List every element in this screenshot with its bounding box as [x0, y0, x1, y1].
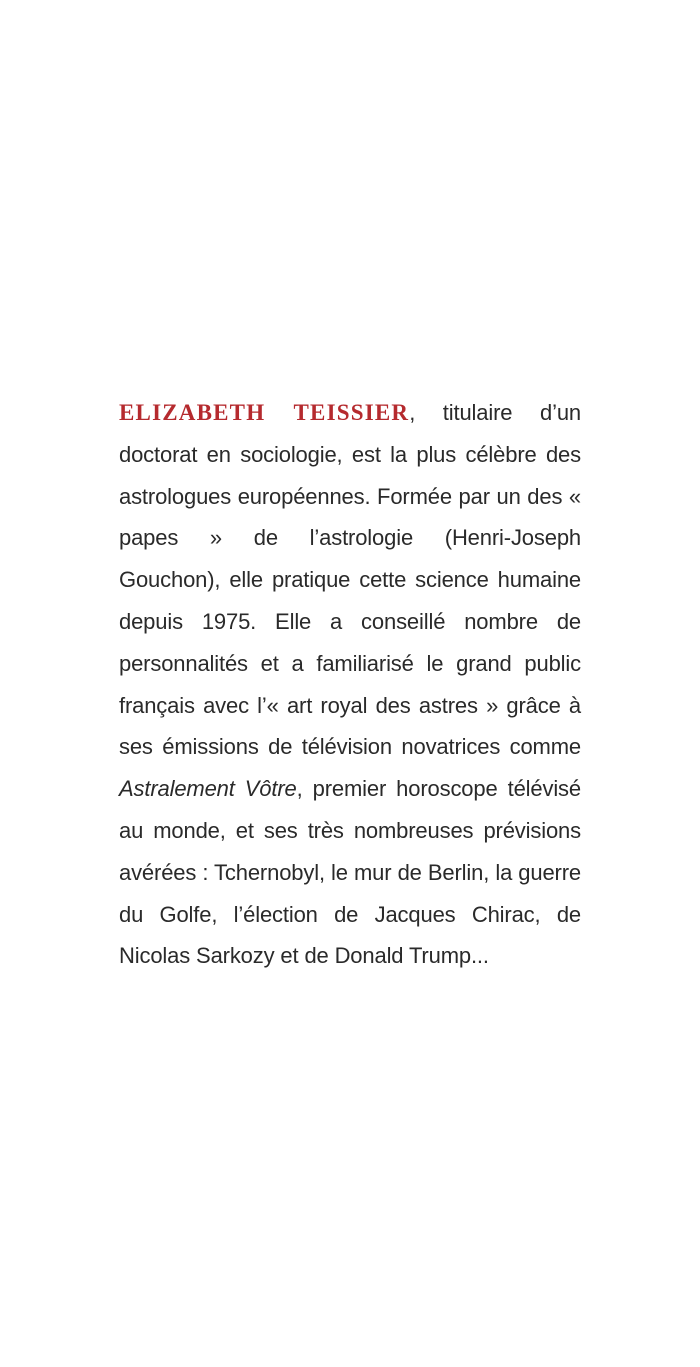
author-biography	[119, 392, 581, 977]
biography-text-part1: , titulaire d’un doctorat en sociologie, est la plus célèbre des astrologues européennes. Formée par un des « papes » de l’astrologie (Henri-Joseph Gouchon), elle pratique cette science humaine depuis 1975. Elle a conseillé nombre de personnalités et a familiarisé le grand public français avec l’« art royal des astres » grâce à ses émissions de télévision novatrices comme	[119, 400, 582, 760]
tv-show-title: Astralement Vôtre	[119, 776, 297, 802]
biography-text-part2: , premier horoscope télévisé au monde, et ses très nombreuses prévisions avérées : Tchernobyl, le mur de Berlin, la guerre du Golfe, l’élection de Jacques Chirac, de Nicolas Sarkozy et de Donald Trump...	[119, 776, 581, 969]
author-name: ELIZABETH TEISSIER	[119, 400, 410, 425]
